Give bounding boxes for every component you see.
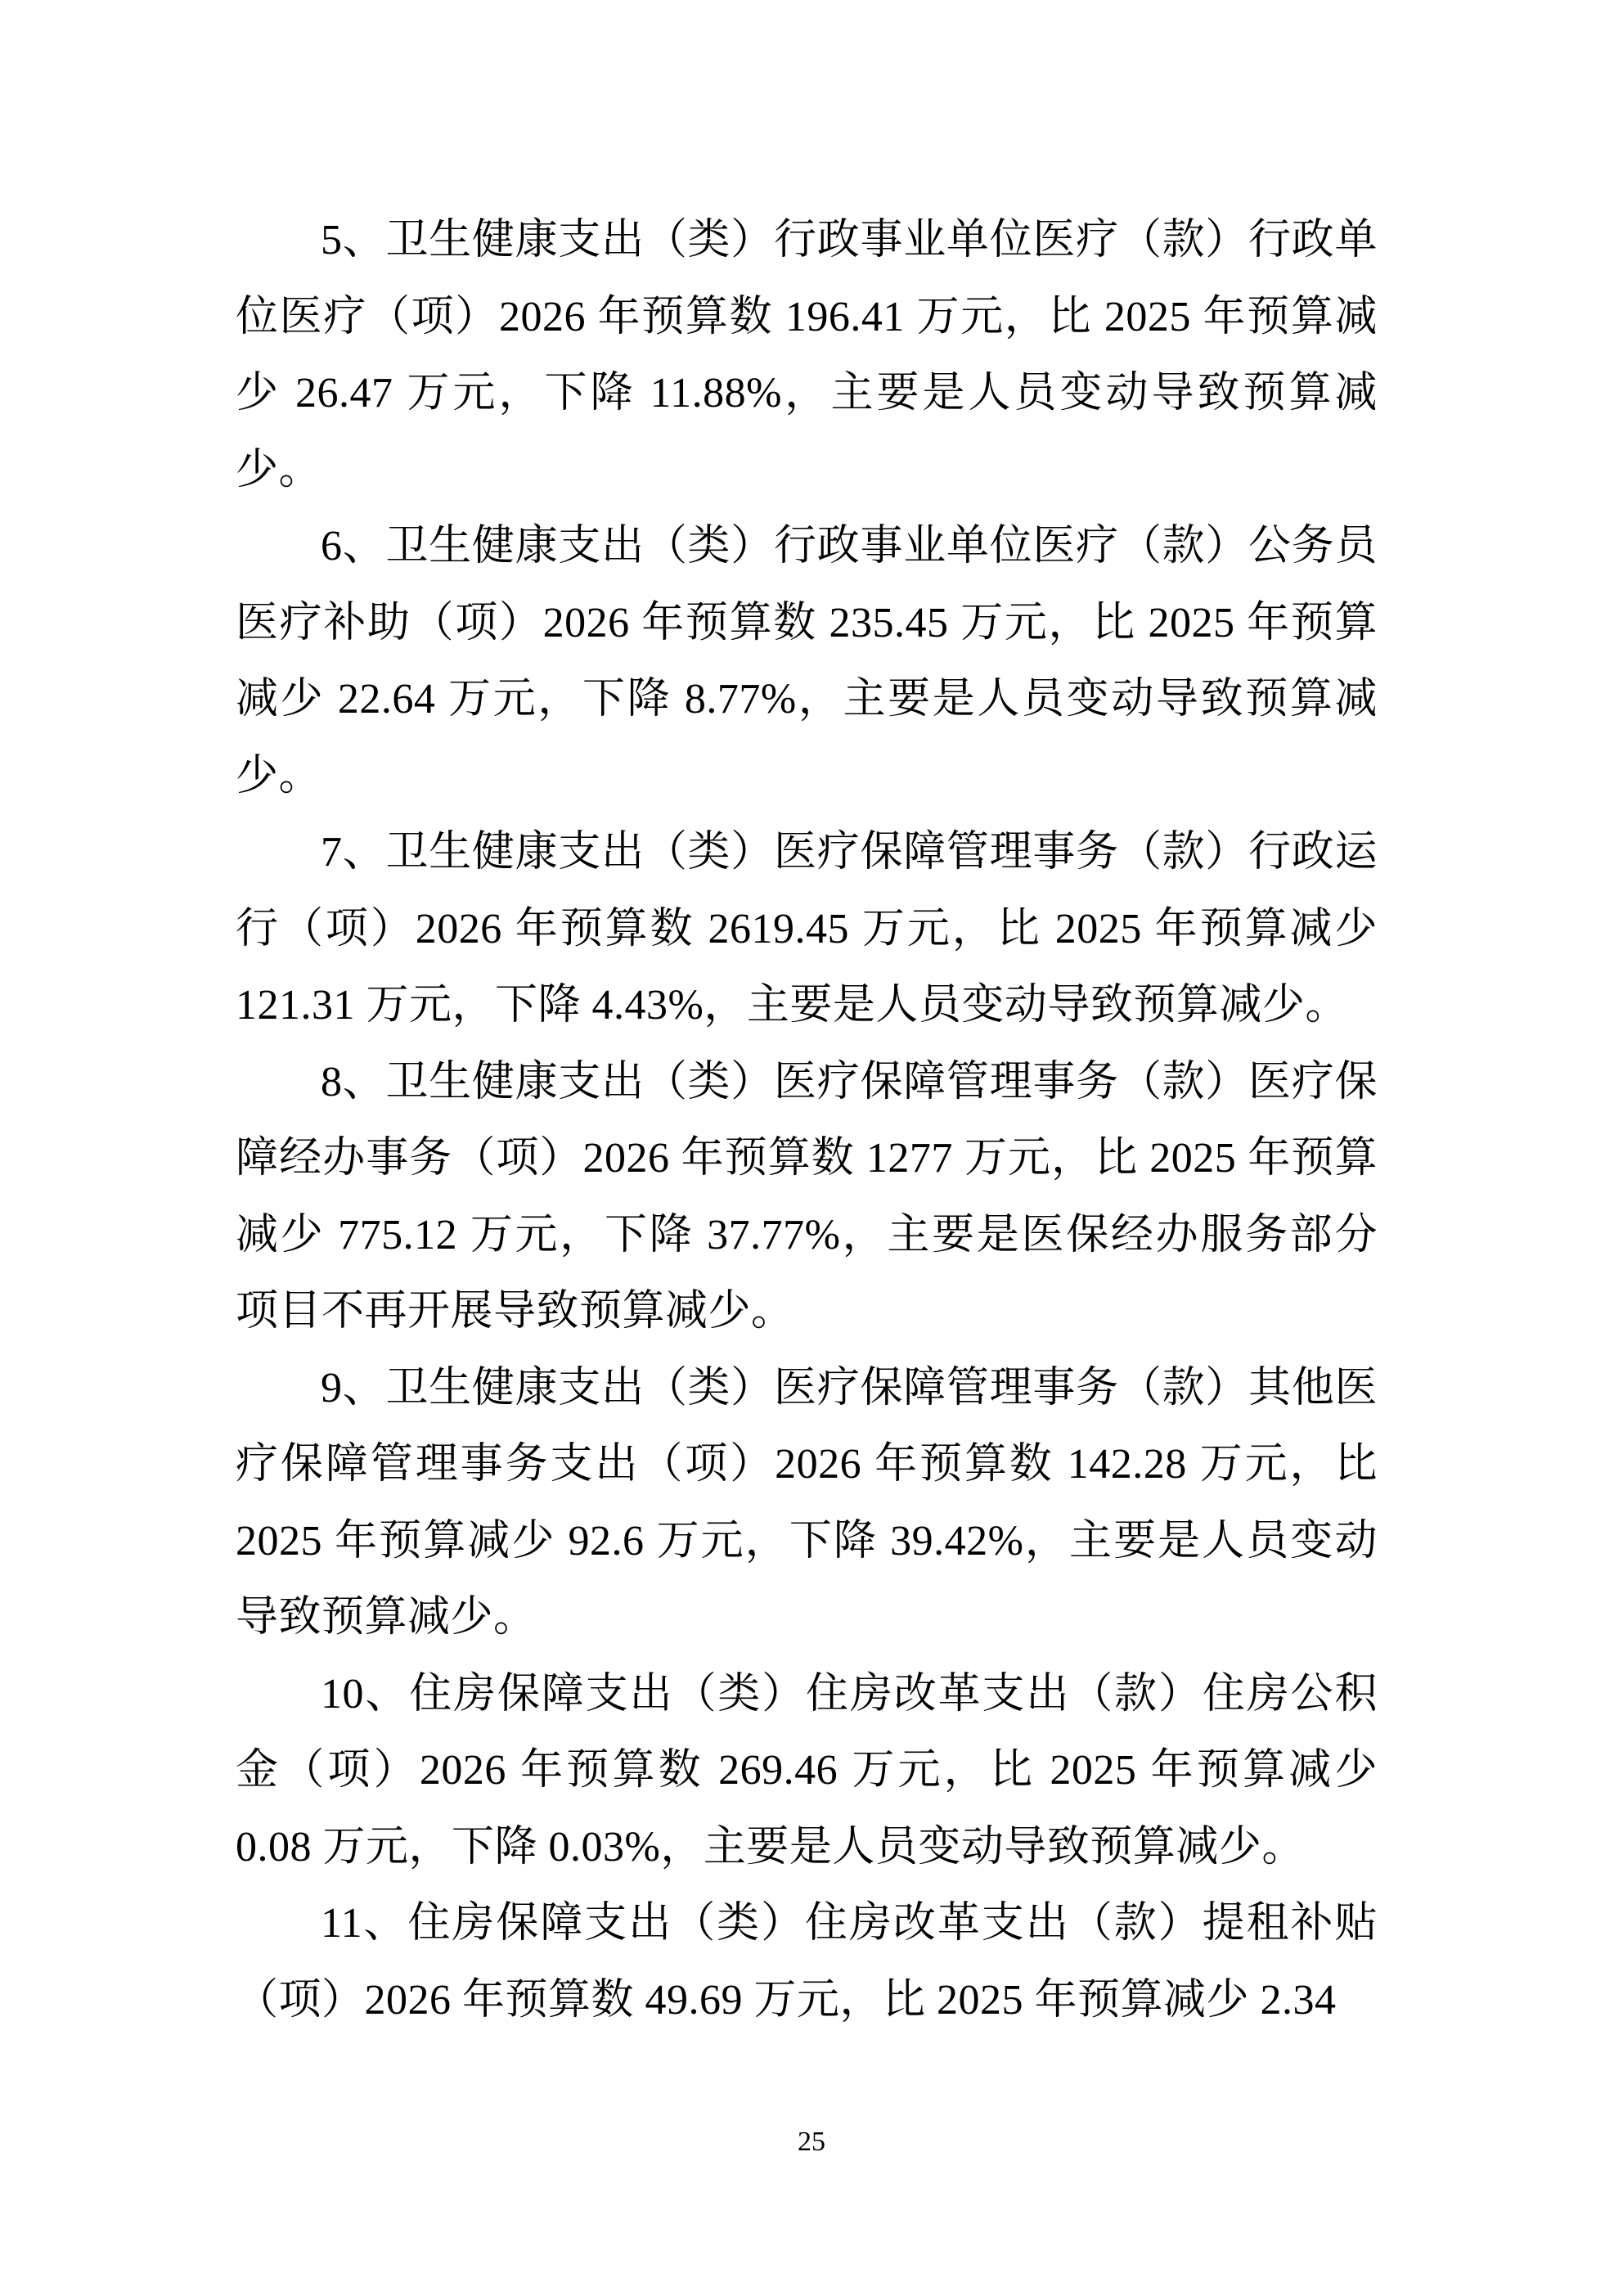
paragraph-item-5: 5、卫生健康支出（类）行政事业单位医疗（款）行政单位医疗（项）2026 年预算数 196.41 万元，比 2025 年预算减少 26.47 万元，下降 11.88%，主要是人员变动导致预算减少。 [236,217,1378,493]
paragraph-item-9: 9、卫生健康支出（类）医疗保障管理事务（款）其他医疗保障管理事务支出（项）2026 年预算数 142.28 万元，比 2025 年预算减少 92.6 万元，下降 39.42%，主要是人员变动导致预算减少。 [236,1364,1378,1641]
paragraph-item-6: 6、卫生健康支出（类）行政事业单位医疗（款）公务员医疗补助（项）2026 年预算数 235.45 万元，比 2025 年预算减少 22.64 万元，下降 8.77%，主要是人员变动导致预算减少。 [236,523,1378,799]
paragraph-item-8: 8、卫生健康支出（类）医疗保障管理事务（款）医疗保障经办事务（项）2026 年预算数 1277 万元，比 2025 年预算减少 775.12 万元，下降 37.77%，主要是医保经办服务部分项目不再开展导致预算减少。 [236,1058,1378,1335]
paragraph-item-10: 10、住房保障支出（类）住房改革支出（款）住房公积金（项）2026 年预算数 269.46 万元，比 2025 年预算减少 0.08 万元，下降 0.03%，主要是人员变动导致预算减少。 [236,1670,1378,1871]
page-footer [0,2126,1623,2159]
page-number: 25 [798,2127,825,2157]
paragraph-item-11: 11、住房保障支出（类）住房改革支出（款）提租补贴（项）2026 年预算数 49.69 万元，比 2025 年预算减少 2.34 [236,1900,1378,2024]
document-body [236,202,1378,2038]
paragraph-item-7: 7、卫生健康支出（类）医疗保障管理事务（款）行政运行（项）2026 年预算数 2619.45 万元，比 2025 年预算减少 121.31 万元，下降 4.43%，主要是人员变动导致预算减少。 [236,829,1378,1029]
